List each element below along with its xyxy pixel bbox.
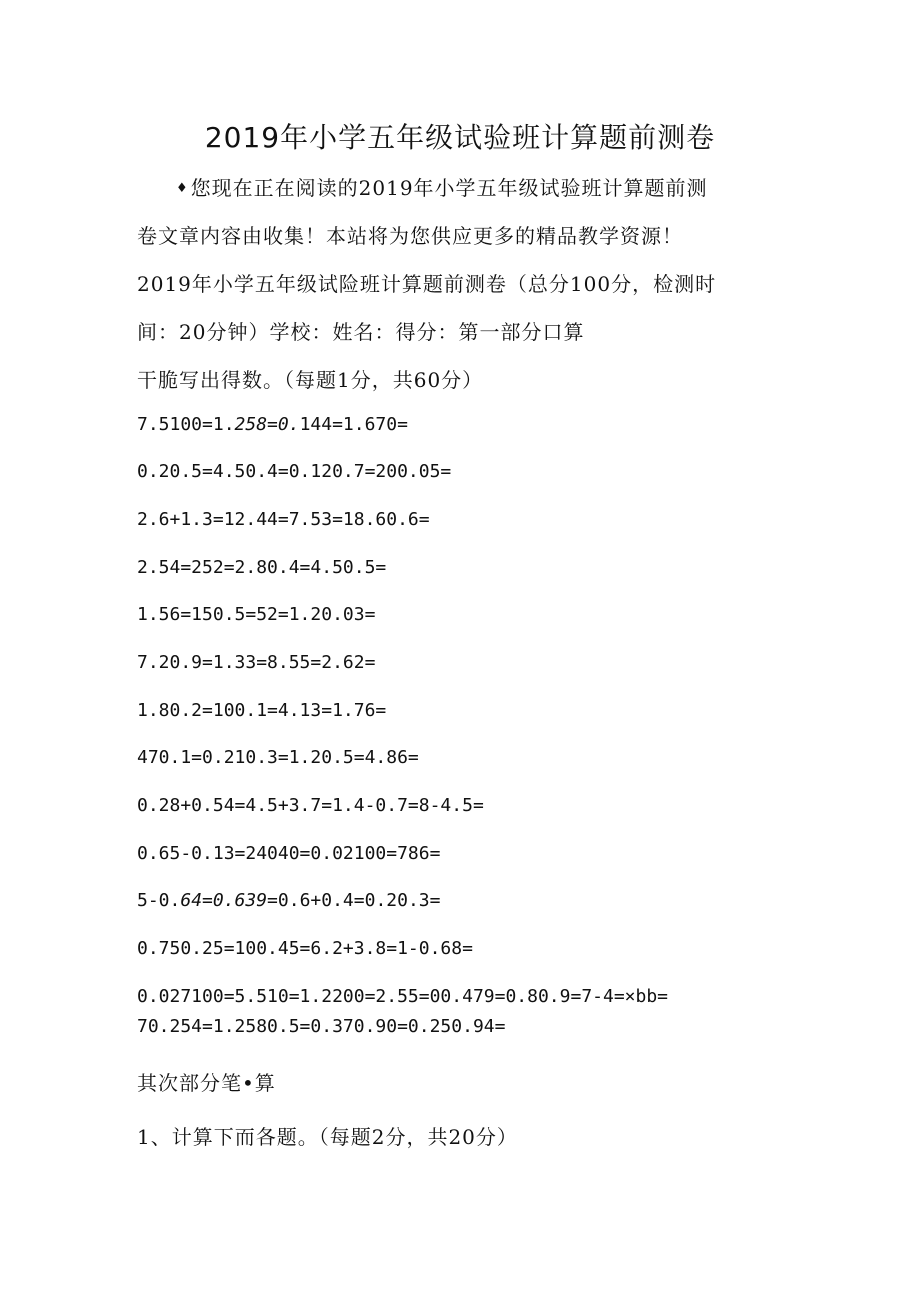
formula-line-9: 0.28+0.54=4.5+3.7=1.4-0.7=8-4.5=: [137, 795, 484, 816]
intro-line-3: 2019年小学五年级试险班计算题前测卷（总分100分，检测时: [137, 272, 717, 296]
document-title: 2019年小学五年级试验班计算题前测卷: [204, 121, 716, 154]
formula-11-part-a: 5-0.: [137, 890, 181, 911]
formula-11-part-b: 64=0.639=: [180, 890, 278, 911]
formula-line-14: 70.254=1.2580.5=0.370.90=0.250.94=: [137, 1016, 506, 1037]
section-2-heading: 其次部分笔•算: [137, 1071, 276, 1095]
bullet-diamond-icon: ♦: [176, 181, 189, 196]
formula-line-4: 2.54=252=2.80.4=4.50.5=: [137, 557, 387, 578]
formula-1-part-c: 144=1.670=: [299, 414, 408, 435]
section-2-item-1: 1、计算下而各题。（每题2分，共20分）: [137, 1125, 518, 1149]
formula-line-8: 470.1=0.210.3=1.20.5=4.86=: [137, 747, 419, 768]
formula-line-3: 2.6+1.3=12.44=7.53=18.60.6=: [137, 509, 430, 530]
formula-1-part-a: 7.5100=1.: [137, 414, 235, 435]
formula-line-12: 0.750.25=100.45=6.2+3.8=1-0.68=: [137, 938, 473, 959]
formula-line-10: 0.65-0.13=24040=0.02100=786=: [137, 843, 441, 864]
intro-line-1: [176, 172, 708, 201]
intro-line-2: 卷文章内容由收集！本站将为您供应更多的精品教学资源！: [137, 224, 683, 248]
formula-line-5: 1.56=150.5=52=1.20.03=: [137, 604, 376, 625]
formula-line-2: 0.20.5=4.50.4=0.120.7=200.05=: [137, 461, 452, 482]
formula-line-7: 1.80.2=100.1=4.13=1.76=: [137, 700, 387, 721]
formula-line-13: 0.027100=5.510=1.2200=2.55=00.479=0.80.9=7-4=×bb=: [137, 986, 669, 1007]
formula-line-11: [137, 890, 440, 911]
intro-line-5: 干脆写出得数。（每题1分，共60分）: [137, 368, 484, 392]
formula-line-6: 7.20.9=1.33=8.55=2.62=: [137, 652, 376, 673]
intro-line-4: 间：20分钟）学校：姓名：得分：第一部分口算: [137, 320, 585, 344]
formula-1-part-b: 258=0.: [234, 414, 300, 435]
formula-11-part-c: 0.6+0.4=0.20.3=: [277, 890, 441, 911]
intro-line-1-text: 您现在正在阅读的2019年小学五年级试验班计算题前测: [190, 176, 708, 200]
formula-line-1: [137, 414, 408, 435]
